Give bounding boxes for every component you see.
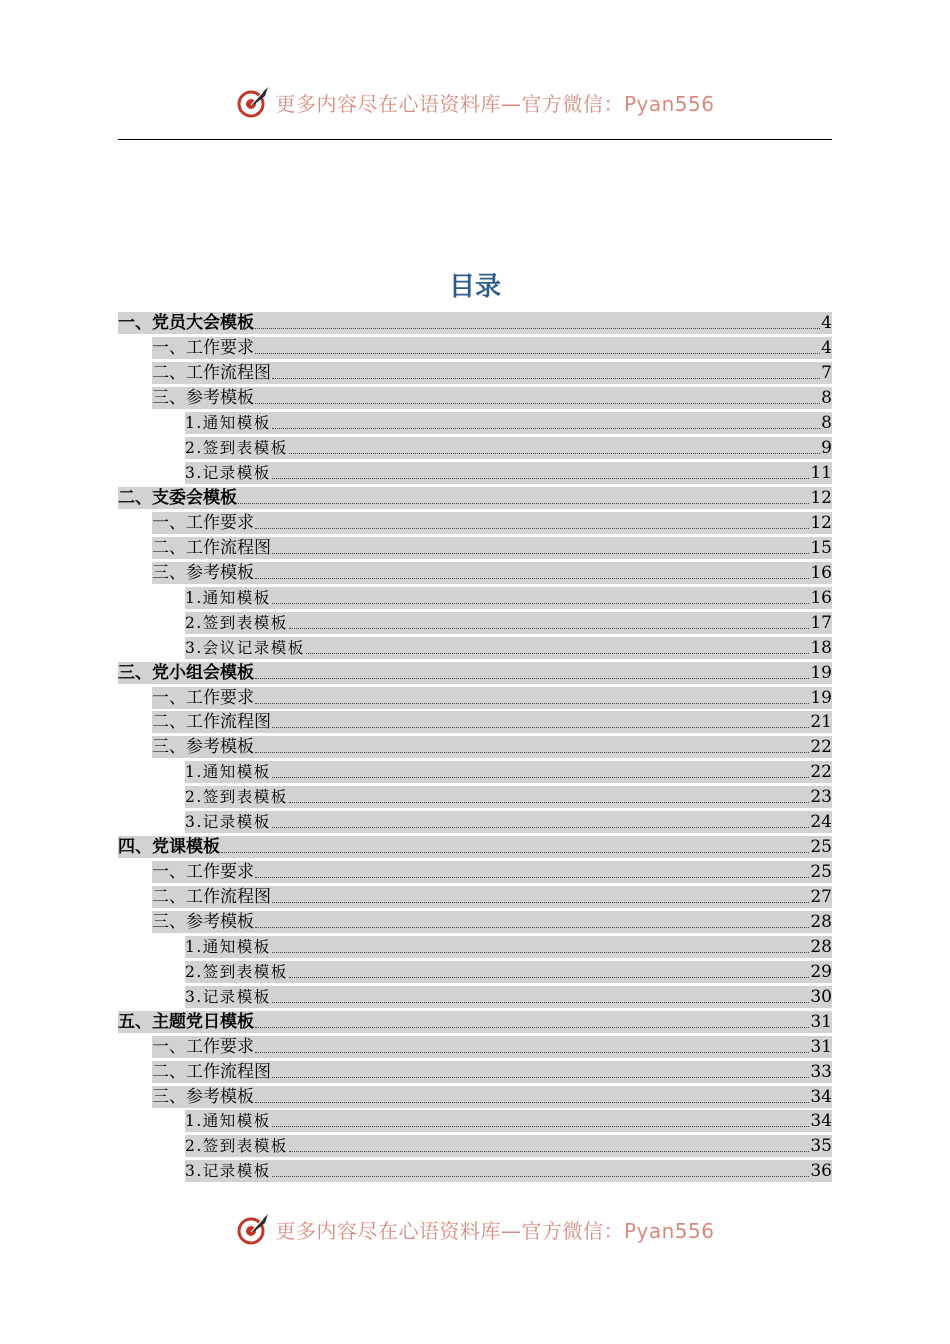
- toc-entry-page: 4: [821, 313, 832, 334]
- toc-leader-dots: [272, 827, 810, 828]
- toc-entry-highlight: [185, 1160, 832, 1182]
- toc-entry[interactable]: [118, 461, 832, 486]
- toc-entry-highlight: [185, 961, 832, 983]
- toc-entry[interactable]: [118, 1134, 832, 1159]
- toc-entry-page: 11: [810, 463, 832, 484]
- toc-entry-label: 二、工作流程图: [152, 712, 271, 733]
- toc-leader-dots: [272, 727, 809, 728]
- toc-entry-page: 21: [810, 712, 832, 733]
- toc-entry[interactable]: [118, 1159, 832, 1184]
- toc-entry[interactable]: [118, 660, 832, 685]
- footer-banner: [0, 1209, 950, 1249]
- toc-entry-label: 一、工作要求: [152, 862, 254, 883]
- toc-entry-page: 27: [810, 887, 832, 908]
- toc-entry-page: 28: [810, 911, 832, 932]
- toc-leader-dots: [255, 1027, 809, 1028]
- toc-entry-page: 12: [810, 488, 832, 509]
- toc-leader-dots: [221, 852, 809, 853]
- table-of-contents: [118, 311, 832, 1184]
- toc-title: 目录: [448, 272, 501, 302]
- toc-entry-page: 9: [821, 438, 832, 459]
- toc-entry[interactable]: [118, 1109, 832, 1134]
- toc-entry-highlight: [152, 537, 832, 559]
- toc-entry-label: 二、支委会模板: [118, 488, 237, 509]
- toc-entry-label: 三、党小组会模板: [118, 662, 254, 683]
- toc-entry-page: 22: [810, 737, 832, 758]
- toc-entry-page: 25: [810, 862, 832, 883]
- toc-leader-dots: [272, 428, 820, 429]
- toc-leader-dots: [272, 478, 810, 479]
- toc-entry-page: 31: [810, 1011, 832, 1032]
- toc-entry-highlight: [118, 312, 832, 334]
- toc-entry-label: 1.通知模板: [185, 937, 271, 956]
- toc-leader-dots: [272, 1077, 809, 1078]
- toc-entry-highlight: [152, 562, 832, 584]
- toc-entry[interactable]: [118, 1034, 832, 1059]
- toc-entry-page: 36: [810, 1161, 832, 1182]
- toc-leader-dots: [255, 353, 820, 354]
- toc-entry-highlight: [152, 861, 832, 883]
- toc-leader-dots: [255, 678, 809, 679]
- toc-entry[interactable]: [118, 910, 832, 935]
- toc-entry-page: 24: [810, 812, 832, 833]
- toc-entry-highlight: [185, 612, 832, 634]
- toc-entry-page: 31: [810, 1036, 832, 1057]
- toc-entry-page: 29: [810, 961, 832, 982]
- toc-entry[interactable]: [118, 635, 832, 660]
- toc-entry-highlight: [152, 886, 832, 908]
- toc-entry[interactable]: [118, 760, 832, 785]
- toc-entry-page: 8: [821, 388, 832, 409]
- toc-entry-label: 三、参考模板: [152, 1086, 254, 1107]
- toc-entry-highlight: [185, 437, 832, 459]
- toc-leader-dots: [255, 703, 809, 704]
- toc-entry[interactable]: [118, 386, 832, 411]
- toc-entry-label: 3.会议记录模板: [185, 638, 305, 657]
- quill-logo-icon: [235, 1211, 271, 1247]
- toc-entry-page: 8: [821, 413, 832, 434]
- toc-entry-page: 28: [810, 936, 832, 957]
- toc-entry-page: 18: [810, 637, 832, 658]
- toc-entry-highlight: [152, 687, 832, 709]
- toc-entry[interactable]: [118, 1084, 832, 1109]
- toc-entry-highlight: [152, 337, 832, 359]
- toc-entry-page: 17: [810, 612, 832, 633]
- toc-entry-page: 16: [810, 562, 832, 583]
- toc-entry-label: 一、工作要求: [152, 338, 254, 359]
- toc-entry[interactable]: [118, 336, 832, 361]
- toc-entry-page: 30: [810, 986, 832, 1007]
- toc-leader-dots: [255, 528, 809, 529]
- toc-entry-highlight: [185, 1110, 832, 1132]
- toc-entry-highlight: [185, 986, 832, 1008]
- toc-entry-highlight: [118, 1011, 832, 1033]
- toc-leader-dots: [272, 1126, 810, 1127]
- toc-entry-page: 16: [810, 587, 832, 608]
- toc-leader-dots: [255, 1052, 809, 1053]
- toc-leader-dots: [272, 553, 809, 554]
- toc-entry[interactable]: [118, 860, 832, 885]
- toc-entry-page: 15: [810, 537, 832, 558]
- toc-entry-highlight: [152, 362, 832, 384]
- toc-leader-dots: [289, 1151, 810, 1152]
- toc-entry-highlight: [152, 1036, 832, 1058]
- toc-entry-page: 22: [810, 762, 832, 783]
- toc-entry-label: 3.记录模板: [185, 464, 271, 483]
- toc-entry[interactable]: [118, 1059, 832, 1084]
- toc-entry-label: 1.通知模板: [185, 1112, 271, 1131]
- toc-entry-page: 19: [810, 687, 832, 708]
- toc-leader-dots: [255, 877, 809, 878]
- toc-entry-label: 三、参考模板: [152, 388, 254, 409]
- toc-entry[interactable]: [118, 934, 832, 959]
- toc-entry[interactable]: [118, 710, 832, 735]
- toc-entry[interactable]: [118, 311, 832, 336]
- toc-entry-label: 一、党员大会模板: [118, 313, 254, 334]
- toc-entry[interactable]: [118, 885, 832, 910]
- toc-entry[interactable]: [118, 560, 832, 585]
- toc-leader-dots: [272, 952, 810, 953]
- toc-entry-highlight: [152, 911, 832, 933]
- toc-leader-dots: [272, 378, 820, 379]
- toc-leader-dots: [238, 503, 809, 504]
- toc-entry-label: 1.通知模板: [185, 414, 271, 433]
- toc-entry-label: 2.签到表模板: [185, 962, 288, 981]
- toc-entry[interactable]: [118, 411, 832, 436]
- toc-leader-dots: [255, 1102, 809, 1103]
- toc-entry-page: 33: [810, 1061, 832, 1082]
- toc-entry-label: 1.通知模板: [185, 763, 271, 782]
- footer-banner-text: 更多内容尽在心语资料库—官方微信：Pyan556: [275, 1218, 715, 1243]
- toc-leader-dots: [306, 653, 810, 654]
- toc-leader-dots: [255, 403, 820, 404]
- toc-entry-label: 三、参考模板: [152, 562, 254, 583]
- toc-entry-page: 23: [810, 787, 832, 808]
- toc-leader-dots: [289, 453, 820, 454]
- toc-entry-highlight: [185, 587, 832, 609]
- toc-entry[interactable]: [118, 361, 832, 386]
- toc-entry-highlight: [118, 836, 832, 858]
- toc-entry[interactable]: [118, 486, 832, 511]
- toc-entry-highlight: [185, 786, 832, 808]
- toc-entry[interactable]: [118, 959, 832, 984]
- quill-logo-icon: [235, 84, 271, 120]
- toc-entry-highlight: [152, 1086, 832, 1108]
- toc-entry-page: 12: [810, 512, 832, 533]
- toc-entry[interactable]: [118, 511, 832, 536]
- toc-entry[interactable]: [118, 984, 832, 1009]
- toc-entry-highlight: [185, 811, 832, 833]
- toc-entry-highlight: [185, 462, 832, 484]
- toc-entry-label: 3.记录模板: [185, 813, 271, 832]
- toc-entry-page: 34: [810, 1111, 832, 1132]
- toc-leader-dots: [289, 802, 810, 803]
- toc-entry-page: 4: [821, 338, 832, 359]
- toc-entry[interactable]: [118, 610, 832, 635]
- toc-entry[interactable]: [118, 436, 832, 461]
- toc-entry-highlight: [185, 412, 832, 434]
- toc-entry-label: 3.记录模板: [185, 1162, 271, 1181]
- toc-entry[interactable]: [118, 835, 832, 860]
- toc-entry-highlight: [185, 761, 832, 783]
- toc-entry-label: 二、工作流程图: [152, 887, 271, 908]
- toc-entry[interactable]: [118, 735, 832, 760]
- toc-entry-page: 25: [810, 837, 832, 858]
- toc-leader-dots: [272, 603, 810, 604]
- toc-entry-page: 35: [810, 1136, 832, 1157]
- toc-leader-dots: [255, 328, 820, 329]
- toc-entry-page: 19: [810, 662, 832, 683]
- toc-entry-highlight: [118, 487, 832, 509]
- toc-entry-label: 2.签到表模板: [185, 439, 288, 458]
- toc-entry-label: 一、工作要求: [152, 512, 254, 533]
- toc-entry-label: 三、参考模板: [152, 737, 254, 758]
- toc-entry-highlight: [152, 736, 832, 758]
- toc-entry-label: 2.签到表模板: [185, 1137, 288, 1156]
- toc-entry-label: 2.签到表模板: [185, 788, 288, 807]
- header-banner: [0, 82, 950, 122]
- toc-entry[interactable]: [118, 585, 832, 610]
- toc-leader-dots: [272, 777, 810, 778]
- toc-leader-dots: [255, 752, 809, 753]
- header-banner-text: 更多内容尽在心语资料库—官方微信：Pyan556: [275, 91, 715, 116]
- toc-entry-label: 一、工作要求: [152, 1036, 254, 1057]
- toc-entry-highlight: [185, 936, 832, 958]
- toc-leader-dots: [272, 902, 809, 903]
- toc-entry-highlight: [152, 1061, 832, 1083]
- toc-entry-label: 四、党课模板: [118, 837, 220, 858]
- toc-leader-dots: [255, 927, 809, 928]
- toc-entry[interactable]: [118, 535, 832, 560]
- header-rule: [118, 139, 832, 140]
- toc-entry-highlight: [152, 512, 832, 534]
- toc-leader-dots: [289, 977, 810, 978]
- toc-entry[interactable]: [118, 785, 832, 810]
- toc-entry-label: 二、工作流程图: [152, 537, 271, 558]
- toc-entry-highlight: [152, 711, 832, 733]
- toc-entry-page: 7: [821, 363, 832, 384]
- toc-entry[interactable]: [118, 1009, 832, 1034]
- toc-entry[interactable]: [118, 685, 832, 710]
- toc-entry-label: 三、参考模板: [152, 911, 254, 932]
- toc-entry-highlight: [152, 387, 832, 409]
- toc-leader-dots: [255, 578, 809, 579]
- toc-entry[interactable]: [118, 810, 832, 835]
- toc-entry-label: 二、工作流程图: [152, 363, 271, 384]
- toc-entry-highlight: [118, 662, 832, 684]
- toc-entry-label: 二、工作流程图: [152, 1061, 271, 1082]
- toc-entry-label: 3.记录模板: [185, 987, 271, 1006]
- toc-entry-label: 1.通知模板: [185, 588, 271, 607]
- toc-leader-dots: [272, 1176, 810, 1177]
- toc-entry-label: 一、工作要求: [152, 687, 254, 708]
- toc-entry-label: 五、主题党日模板: [118, 1011, 254, 1032]
- toc-entry-label: 2.签到表模板: [185, 613, 288, 632]
- toc-leader-dots: [272, 1002, 810, 1003]
- toc-entry-highlight: [185, 637, 832, 659]
- toc-leader-dots: [289, 628, 810, 629]
- toc-entry-highlight: [185, 1135, 832, 1157]
- toc-entry-page: 34: [810, 1086, 832, 1107]
